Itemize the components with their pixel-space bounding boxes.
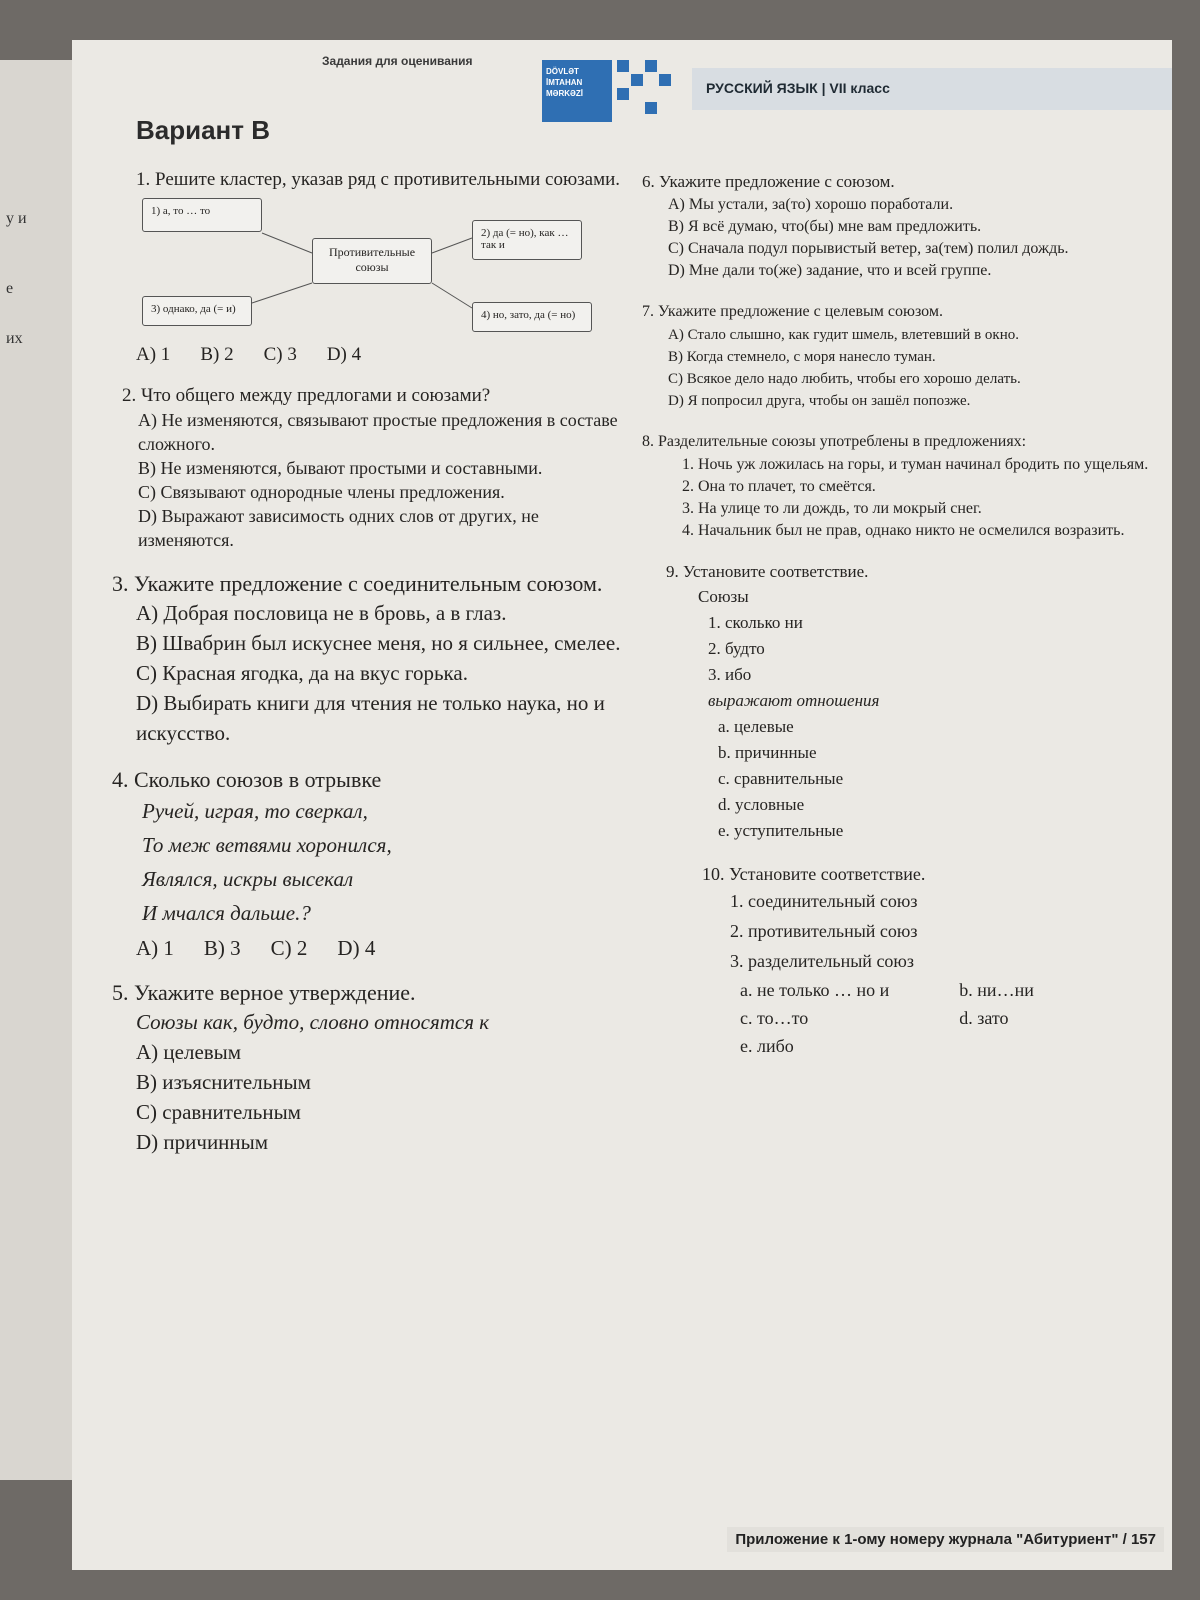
poem-line: Ручей, играя, то сверкал, — [142, 799, 368, 823]
answer-options — [112, 344, 632, 366]
option[interactable]: B) Я всё думаю, что(бы) мне вам предложить. — [668, 218, 982, 235]
question-1 — [112, 168, 632, 366]
dim-logo: DÖVLƏT İMTAHAN MƏRKƏZİ — [542, 60, 612, 122]
cluster-box: 2) да (= но), как … так и — [472, 220, 582, 260]
match-columns — [642, 976, 1152, 1060]
heading: выражают отношения — [708, 691, 880, 710]
question-3 — [112, 570, 632, 748]
question-text: 6. Укажите предложение с союзом. — [642, 172, 895, 191]
option[interactable]: A) 1 — [136, 344, 171, 365]
list-item: 2. будто — [708, 639, 765, 658]
option[interactable]: B) Когда стемнело, с моря нанесло туман. — [668, 349, 936, 365]
letters-left — [740, 976, 889, 1060]
list-item: 4. Начальник был не прав, однако никто не осмелился возразить. — [682, 522, 1125, 539]
letters-right — [959, 976, 1034, 1060]
option[interactable]: C) 2 — [270, 936, 308, 960]
question-9 — [642, 560, 1152, 844]
poem-line: То меж ветвями хоронился, — [142, 833, 392, 857]
list-item: 2. Она то плачет, то смеётся. — [682, 478, 876, 495]
list-item: 2. противительный союз — [730, 921, 918, 941]
question-5 — [112, 979, 632, 1157]
option[interactable]: D) 4 — [326, 344, 362, 365]
page-number: 157 — [1130, 1531, 1156, 1548]
list-item: c. сравнительные — [718, 769, 844, 788]
option[interactable]: C) Сначала подул порывистый ветер, за(тем) полил дождь. — [668, 240, 1069, 257]
section-label: Задания для оценивания — [322, 54, 473, 68]
list-item: 1. Ночь уж ложилась на горы, и туман начинал бродить по ущельям. — [682, 456, 1149, 473]
list-item: b. причинные — [718, 743, 817, 762]
option[interactable]: C) Красная ягодка, да на вкус горька. — [136, 661, 468, 685]
option[interactable]: B) Швабрин был искуснее меня, но я сильнее, смелее. — [136, 631, 621, 655]
margin-text: их — [6, 330, 23, 347]
list-item: a. целевые — [718, 717, 794, 736]
option[interactable]: C) сравнительным — [136, 1100, 301, 1124]
right-column — [642, 170, 1152, 1078]
question-text: 4. Сколько союзов в отрывке — [112, 767, 382, 792]
option[interactable]: B) 3 — [203, 936, 241, 960]
option[interactable]: C) Всякое дело надо любить, чтобы его хорошо делать. — [668, 371, 1021, 387]
list-item: b. ни…ни — [959, 980, 1034, 1000]
list-item: a. не только … но и — [740, 980, 890, 1000]
page-footer: Приложение к 1-ому номеру журнала "Абитуриент" / 157 — [727, 1527, 1164, 1552]
cluster-box: 3) однако, да (= и) — [142, 296, 252, 326]
subject-header: РУССКИЙ ЯЗЫК | VII класс — [692, 68, 1172, 110]
margin-text: у и — [6, 210, 27, 227]
poem-line: И мчался дальше.? — [142, 901, 311, 925]
list-item: 3. На улице то ли дождь, то ли мокрый снег. — [682, 500, 982, 517]
question-text: 8. Разделительные союзы употреблены в предложениях: — [642, 433, 1027, 450]
question-6 — [642, 170, 1152, 282]
pixel-decoration — [617, 60, 687, 122]
statement: Союзы как, будто, словно относятся к — [136, 1010, 490, 1034]
question-text: 3. Укажите предложение с соединительным союзом. — [112, 571, 603, 596]
cluster-box: 1) а, то … то — [142, 198, 262, 232]
question-text: 9. Установите соответствие. — [666, 562, 869, 581]
poem-line: Являлся, искры высекал — [142, 867, 354, 891]
variant-title: Вариант В — [136, 115, 270, 145]
footer-text: Приложение к 1-ому номеру журнала "Абитуриент" — [735, 1531, 1119, 1548]
option[interactable]: D) Мне дали то(же) задание, что и всей группе. — [668, 262, 992, 279]
option[interactable]: A) Мы устали, за(то) хорошо поработали. — [668, 196, 954, 213]
question-text: 2. Что общего между предлогами и союзами? — [122, 385, 491, 406]
question-text: 1. Решите кластер, указав ряд с противительными союзами. — [136, 169, 621, 190]
list-item: 1. соединительный союз — [730, 891, 918, 911]
question-text: 10. Установите соответствие. — [702, 864, 926, 884]
list-item: d. условные — [718, 795, 805, 814]
option[interactable]: C) Связывают однородные члены предложения. — [138, 482, 505, 502]
previous-page-edge — [0, 60, 72, 1480]
option[interactable]: D) Выбирать книги для чтения не только наука, но и искусство. — [136, 691, 605, 745]
list-item: c. то…то — [740, 1008, 809, 1028]
question-2 — [112, 384, 632, 552]
question-10 — [642, 862, 1152, 1060]
list-item: 3. разделительный союз — [730, 951, 914, 971]
option[interactable]: B) изъяснительным — [136, 1070, 311, 1094]
margin-text: е — [6, 280, 14, 297]
option[interactable]: B) Не изменяются, бывают простыми и составными. — [138, 458, 543, 478]
worksheet-page — [72, 40, 1172, 1570]
cluster-box: 4) но, зато, да (= но) — [472, 302, 592, 332]
question-4 — [112, 766, 632, 961]
list-item: 3. ибо — [708, 665, 752, 684]
heading: Союзы — [698, 587, 749, 606]
option[interactable]: D) Я попросил друга, чтобы он зашёл попозже. — [668, 393, 971, 409]
option[interactable]: C) 3 — [263, 344, 297, 365]
list-item: 1. сколько ни — [708, 613, 803, 632]
option[interactable]: B) 2 — [200, 344, 234, 365]
option[interactable]: A) 1 — [136, 936, 174, 960]
question-text: 5. Укажите верное утверждение. — [112, 980, 416, 1005]
option[interactable]: D) Выражают зависимость одних слов от других, не изменяются. — [138, 506, 539, 550]
list-item: e. либо — [740, 1036, 794, 1056]
cluster-diagram — [112, 198, 632, 338]
left-column — [112, 168, 632, 1175]
question-7 — [642, 300, 1152, 412]
question-8 — [642, 430, 1152, 542]
option[interactable]: A) Добрая пословица не в бровь, а в глаз. — [136, 601, 507, 625]
question-text: 7. Укажите предложение с целевым союзом. — [642, 303, 943, 320]
option[interactable]: A) Не изменяются, связывают простые предложения в составе сложного. — [138, 410, 618, 454]
answer-options — [112, 936, 632, 961]
option[interactable]: A) целевым — [136, 1040, 242, 1064]
list-item: d. зато — [959, 1008, 1009, 1028]
cluster-center: Противительные союзы — [312, 238, 432, 284]
option[interactable]: A) Стало слышно, как гудит шмель, влетевший в окно. — [668, 327, 1019, 343]
list-item: e. уступительные — [718, 821, 844, 840]
option[interactable]: D) 4 — [337, 936, 376, 960]
option[interactable]: D) причинным — [136, 1130, 269, 1154]
